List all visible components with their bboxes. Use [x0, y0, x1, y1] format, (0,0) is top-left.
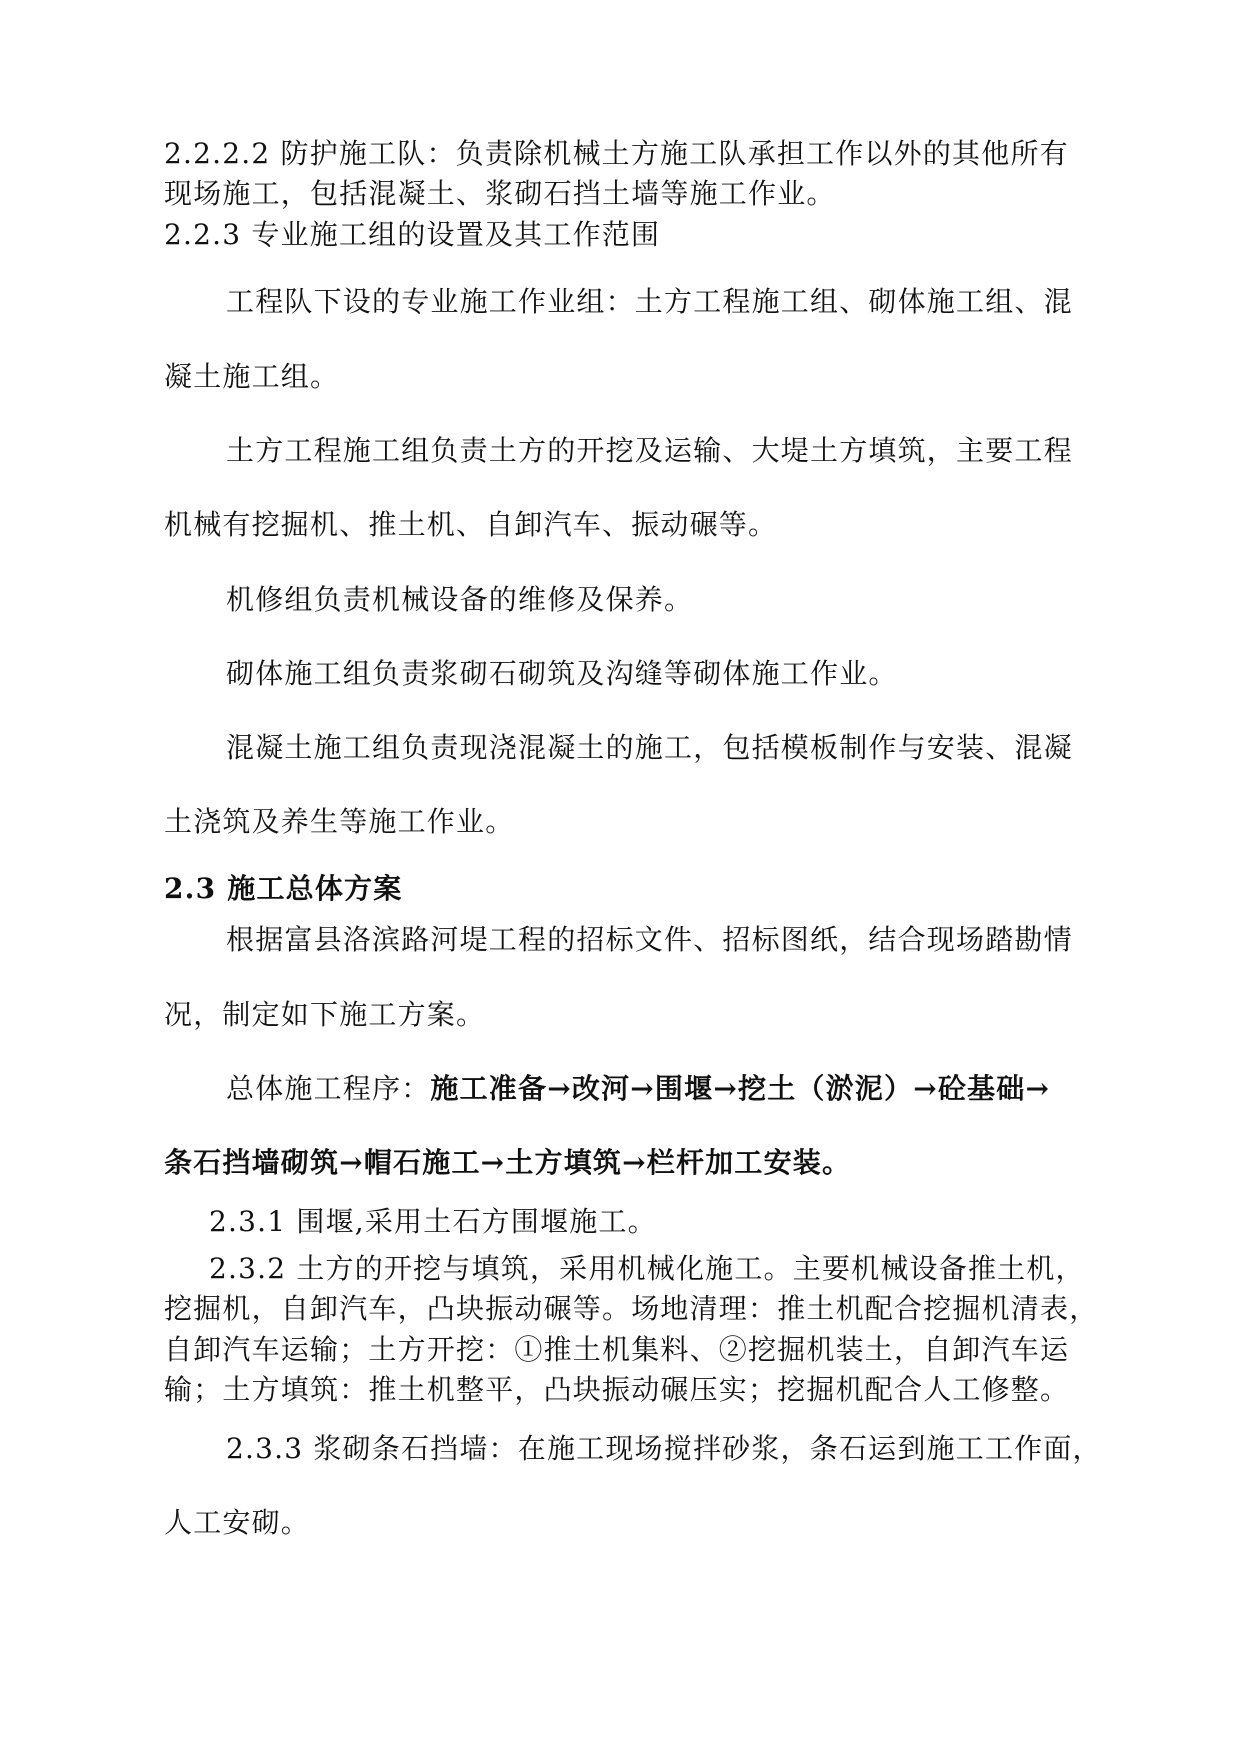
paragraph-concrete-line-1: 混凝土施工组负责现浇混凝土的施工，包括模板制作与安装、混凝: [226, 731, 1073, 764]
paragraph-work-groups-line-2: 凝土施工组。: [164, 360, 340, 393]
section-2-3-2-line-1: 2.3.2 土方的开挖与填筑，采用机械化施工。主要机械设备推土机，: [209, 1252, 1085, 1285]
paragraph-work-groups-line-1: 工程队下设的专业施工作业组：土方工程施工组、砌体施工组、混: [226, 285, 1073, 318]
paragraph-earthwork-line-2: 机械有挖掘机、推土机、自卸汽车、振动碾等。: [164, 508, 778, 541]
section-2-3-heading: 2.3 施工总体方案: [164, 872, 403, 905]
paragraph-procedure-line-1: [226, 1071, 1050, 1107]
section-2-2-2-2-line-1: 2.2.2.2 防护施工队：负责除机械土方施工队承担工作以外的其他所有: [164, 137, 1069, 170]
section-2-3-2-line-4: 输；土方填筑：推土机整平，凸块振动碾压实；挖掘机配合人工修整。: [164, 1373, 1070, 1406]
section-2-2-3-heading: 2.2.3 专业施工组的设置及其工作范围: [164, 218, 661, 251]
procedure-sequence-part-1: 施工准备→改河→围堰→挖土（淤泥）→砼基础→: [430, 1072, 1051, 1105]
paragraph-repair-group: 机修组负责机械设备的维修及保养。: [226, 583, 694, 616]
paragraph-concrete-line-2: 土浇筑及养生等施工作业。: [164, 805, 515, 838]
procedure-lead-label: 总体施工程序：: [226, 1072, 431, 1105]
section-2-3-2-line-3: 自卸汽车运输；土方开挖：①推土机集料、②挖掘机装土，自卸汽车运: [164, 1333, 1070, 1366]
paragraph-basis-line-1: 根据富县洛滨路河堤工程的招标文件、招标图纸，结合现场踏勘情: [226, 923, 1073, 956]
procedure-sequence-part-2: 条石挡墙砌筑→帽石施工→土方填筑→栏杆加工安装。: [164, 1146, 852, 1179]
section-2-3-2-line-2: 挖掘机，自卸汽车，凸块振动碾等。场地清理：推土机配合挖掘机清表，: [164, 1292, 1099, 1325]
section-2-2-2-2-line-2: 现场施工，包括混凝土、浆砌石挡土墙等施工作业。: [164, 177, 836, 210]
section-2-3-3-line-2: 人工安砌。: [164, 1506, 311, 1539]
section-2-3-1: 2.3.1 围堰,采用土石方围堰施工。: [209, 1205, 657, 1238]
paragraph-basis-line-2: 况，制定如下施工方案。: [164, 998, 486, 1031]
paragraph-earthwork-line-1: 土方工程施工组负责土方的开挖及运输、大堤土方填筑，主要工程: [226, 434, 1073, 467]
paragraph-masonry-group: 砌体施工组负责浆砌石砌筑及沟缝等砌体施工作业。: [226, 657, 898, 690]
section-2-3-3-line-1: 2.3.3 浆砌条石挡墙：在施工现场搅拌砂浆，条石运到施工工作面，: [226, 1432, 1102, 1465]
